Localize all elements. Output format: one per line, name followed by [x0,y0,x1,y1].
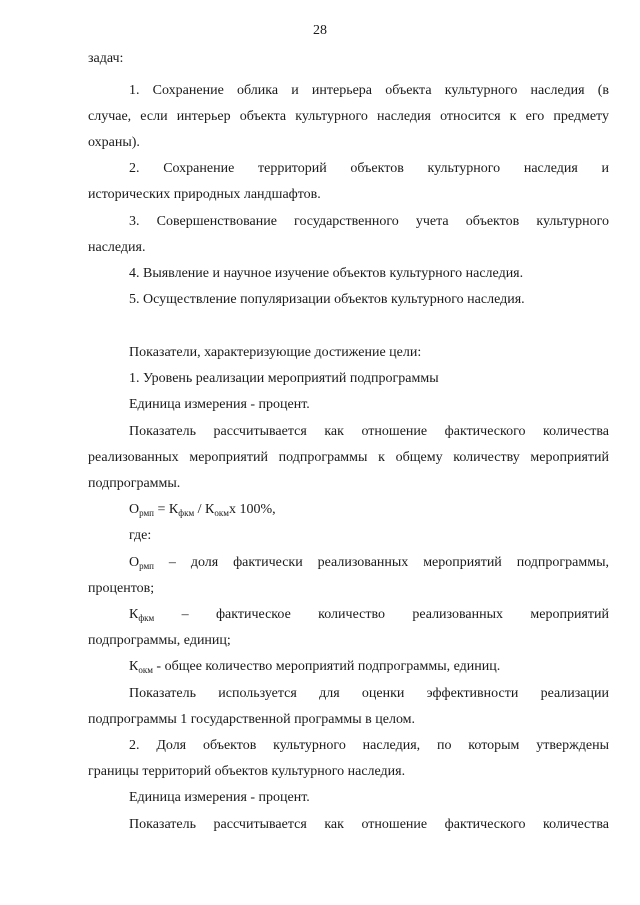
text-line: подпрограммы 1 государственной программы в целом. [88,712,416,727]
text-line: задач: [88,51,124,66]
text-line: Показатель рассчитывается как отношение фактического количества [129,817,609,832]
text-line: подпрограммы, единиц; [88,633,231,648]
section-heading: Показатели, характеризующие достижение цели: [129,345,422,360]
text-line: Показатель рассчитывается как отношение фактического количества [129,424,609,439]
text-line: процентов; [88,581,155,596]
text-line: охраны). [88,135,140,150]
text-line: границы территорий объектов культурного наследия. [88,764,406,779]
page-number: 28 [313,23,327,38]
list-item-3: 3. Совершенствование государственного учета объектов культурного [129,214,609,229]
text-line: подпрограммы. [88,476,181,491]
text-line: исторических природных ландшафтов. [88,187,321,202]
list-item-5: 5. Осуществление популяризации объектов культурного наследия. [129,292,525,307]
indicator-title-2: 2. Доля объектов культурного наследия, по которым утверждены [129,738,609,753]
formula: $О_{рмп} = К_{фкм} / К_{окм}х$ 100%, [129,502,276,518]
list-item-1: 1. Сохранение облика и интерьера объекта культурного наследия (в [129,83,609,98]
text-line: где: [129,528,152,543]
text-line: случае, если интерьер объекта культурного наследия относится к его предмету [88,109,609,124]
text-line: наследия. [88,240,146,255]
unit-line: Единица измерения - процент. [129,397,310,412]
list-item-4: 4. Выявление и научное изучение объектов культурного наследия. [129,266,524,281]
unit-line: Единица измерения - процент. [129,790,310,805]
definition-line: $К_{фкм}$ – фактическое количество реализованных мероприятий [129,607,609,623]
text-line: реализованных мероприятий подпрограммы к общему количеству мероприятий [88,450,609,465]
definition-line: $К_{окм}$ - общее количество мероприятий подпрограммы, единиц. [129,659,501,675]
list-item-2: 2. Сохранение территорий объектов культурного наследия и [129,161,609,176]
text-line: Показатель используется для оценки эффективности реализации [129,686,609,701]
definition-line: $О_{рмп}$ – доля фактически реализованных мероприятий подпрограммы, [129,555,609,571]
indicator-title-1: 1. Уровень реализации мероприятий подпрограммы [129,371,439,386]
